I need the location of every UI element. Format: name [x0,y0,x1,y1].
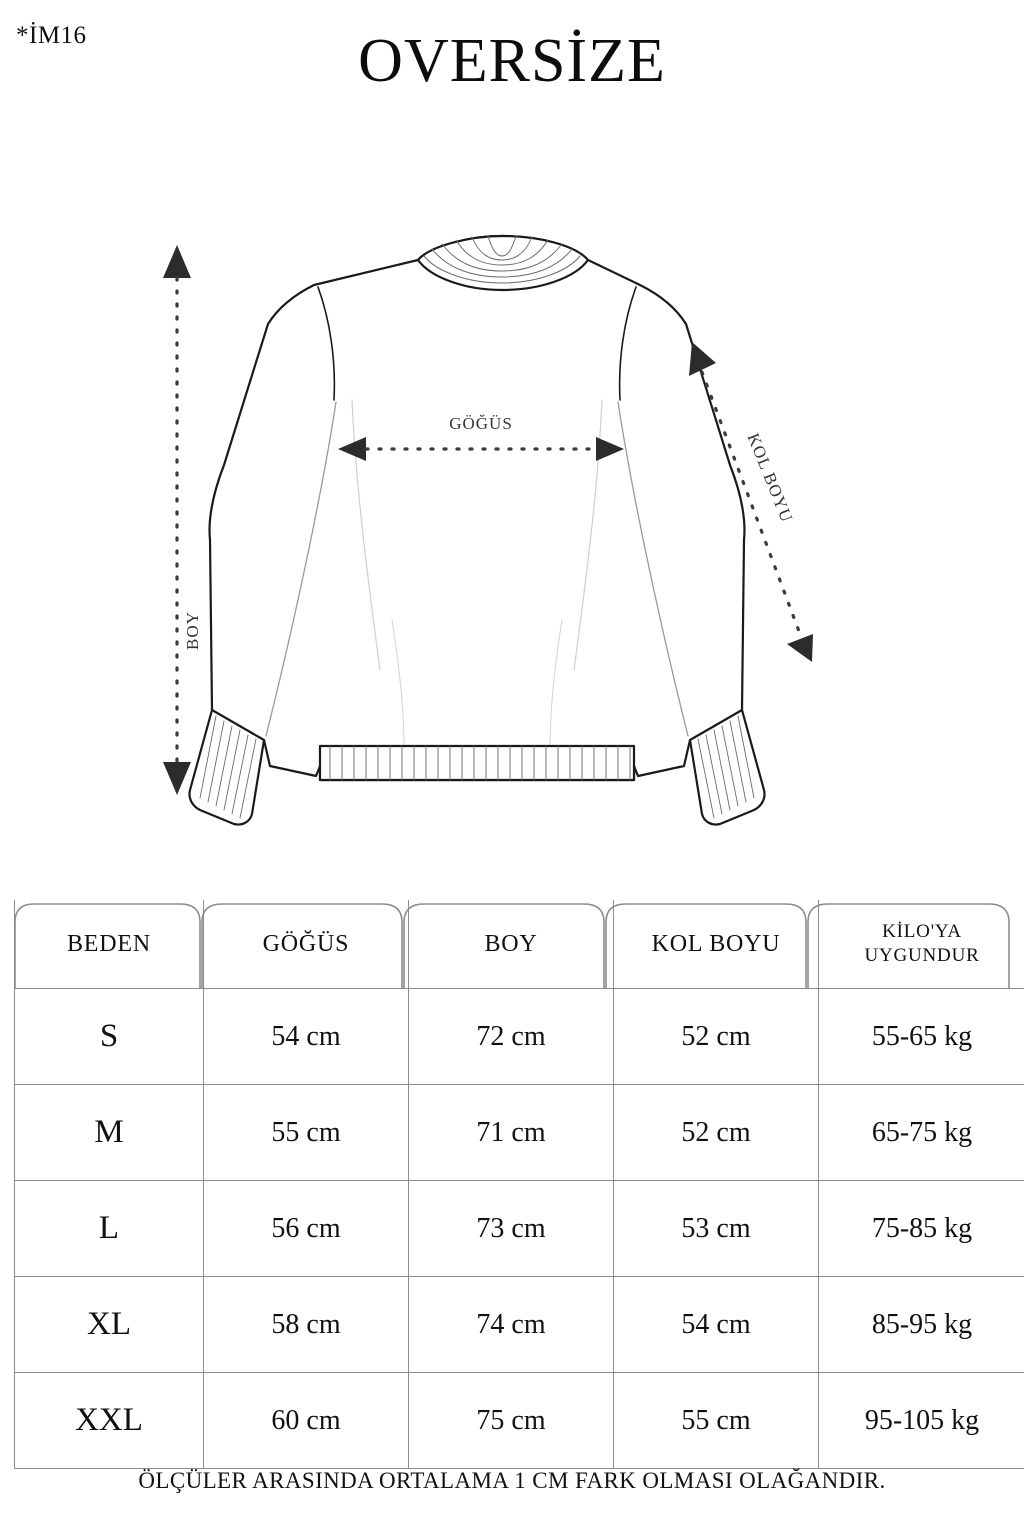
cell-boy: 72 cm [409,989,614,1085]
header-boy: BOY [409,900,614,989]
cell-kol-boyu: 53 cm [614,1181,819,1277]
garment-diagram [0,150,1024,890]
cell-kol-boyu: 52 cm [614,1085,819,1181]
cell-boy: 71 cm [409,1085,614,1181]
cell-beden: M [15,1085,204,1181]
table-row [15,1277,1024,1373]
cell-kilo: 75-85 kg [819,1181,1024,1277]
cell-beden: L [15,1181,204,1277]
table-row [15,1181,1024,1277]
svg-text:KOL BOYU: KOL BOYU [743,430,797,526]
cell-boy: 74 cm [409,1277,614,1373]
cell-kilo: 95-105 kg [819,1373,1024,1469]
cell-boy: 75 cm [409,1373,614,1469]
header-kilo-uygundur [819,900,1024,989]
cell-gogus: 55 cm [204,1085,409,1181]
cell-gogus: 54 cm [204,989,409,1085]
footer-note: ÖLÇÜLER ARASINDA ORTALAMA 1 CM FARK OLMASI OLAĞANDIR. [138,1468,886,1493]
cell-kilo: 85-95 kg [819,1277,1024,1373]
table-body [15,989,1024,1469]
svg-text:GÖĞÜS: GÖĞÜS [449,414,513,433]
product-code: *İM16 [16,22,87,49]
cell-gogus: 58 cm [204,1277,409,1373]
table-row [15,1085,1024,1181]
svg-text:BOY: BOY [183,611,202,650]
cell-kol-boyu: 55 cm [614,1373,819,1469]
cell-kol-boyu: 54 cm [614,1277,819,1373]
page-title: OVERSİZE [358,27,666,95]
cell-kilo: 65-75 kg [819,1085,1024,1181]
cell-beden: XL [15,1277,204,1373]
table-header-row [15,900,1024,989]
cell-gogus: 56 cm [204,1181,409,1277]
table-row [15,1373,1024,1469]
header-kilo-line1: KİLO'YA [882,921,962,943]
cell-kilo: 55-65 kg [819,989,1024,1085]
cell-gogus: 60 cm [204,1373,409,1469]
size-table [14,900,1024,1469]
header-beden: BEDEN [15,900,204,989]
header-gogus: GÖĞÜS [204,900,409,989]
cell-kol-boyu: 52 cm [614,989,819,1085]
table-row [15,989,1024,1085]
cell-beden: XXL [15,1373,204,1469]
size-table-wrapper [14,900,1010,1469]
length-measure-arrow [163,245,202,795]
cell-beden: S [15,989,204,1085]
header-kol-boyu: KOL BOYU [614,900,819,989]
cell-boy: 73 cm [409,1181,614,1277]
header-kilo-line2: UYGUNDUR [864,945,980,966]
